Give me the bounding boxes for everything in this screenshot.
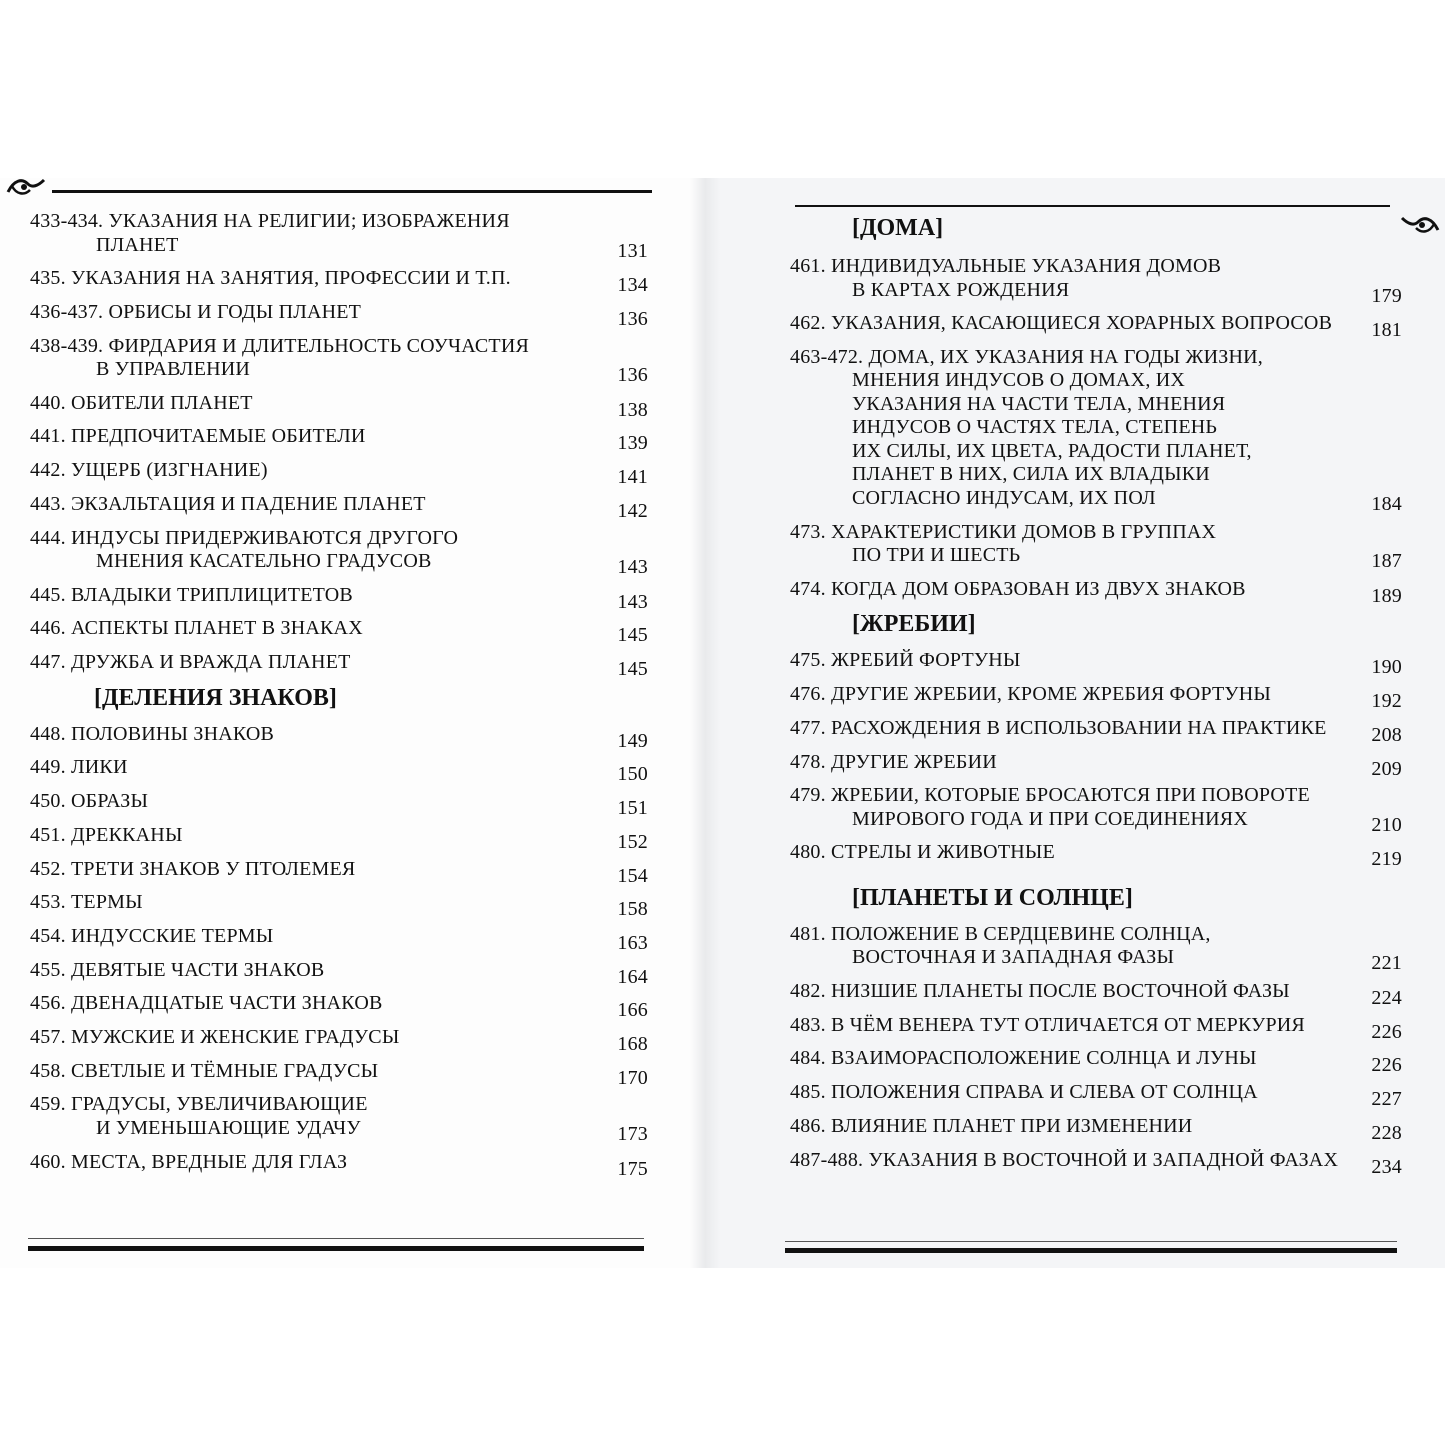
toc-page-number: 219 [1371, 848, 1402, 871]
toc-entry [790, 255, 1402, 307]
toc-page-number: 192 [1371, 690, 1402, 713]
toc-entry [30, 651, 648, 681]
toc-entry-title [30, 617, 592, 641]
toc-entry [30, 583, 648, 613]
toc-page-number: 173 [617, 1122, 648, 1145]
toc-entry-line: 463-472. ДОМА, ИХ УКАЗАНИЯ НА ГОДЫ ЖИЗНИ, [790, 345, 1263, 368]
toc-entry [30, 790, 648, 820]
toc-entry-line: 473. ХАРАКТЕРИСТИКИ ДОМОВ В ГРУППАХ [790, 520, 1217, 543]
toc-entry-line: 484. ВЗАИМОРАСПОЛОЖЕНИЕ СОЛНЦА И ЛУНЫ [790, 1047, 1257, 1070]
toc-entry-title [30, 1151, 592, 1175]
toc-entry-title [30, 992, 592, 1016]
toc-entry-line: 457. МУЖСКИЕ И ЖЕНСКИЕ ГРАДУСЫ [30, 1025, 400, 1048]
toc-entry [790, 750, 1402, 780]
toc-entry [790, 577, 1402, 607]
toc-entry-title [30, 858, 592, 882]
toc-page-number: 139 [617, 432, 648, 455]
toc-entry-title [790, 521, 1346, 568]
footer-rule [28, 1246, 644, 1251]
toc-entry [30, 992, 648, 1022]
toc-entry-title [30, 267, 592, 291]
toc-entry-line: 443. ЭКЗАЛЬТАЦИЯ И ПАДЕНИЕ ПЛАНЕТ [30, 492, 426, 515]
toc-entry-line: В УПРАВЛЕНИИ [96, 358, 251, 381]
toc-entry [30, 1093, 648, 1145]
toc-entry-line: 461. ИНДИВИДУАЛЬНЫЕ УКАЗАНИЯ ДОМОВ [790, 255, 1222, 277]
toc-entry-title [790, 312, 1346, 336]
toc-entry-line: МИРОВОГО ГОДА И ПРИ СОЕДИНЕНИЯХ [852, 807, 1248, 830]
toc-entry-line: 476. ДРУГИЕ ЖРЕБИИ, КРОМЕ ЖРЕБИЯ ФОРТУНЫ [790, 683, 1272, 706]
toc-entry [30, 425, 648, 455]
toc-page-number: 134 [617, 274, 648, 297]
toc-entry-line: МНЕНИЯ ИНДУСОВ О ДОМАХ, ИХ [852, 369, 1186, 392]
toc-entry-title [30, 723, 592, 747]
toc-entry [30, 526, 648, 578]
toc-entry-line: 442. УЩЕРБ (ИЗГНАНИЕ) [30, 459, 268, 482]
toc-entry-line: 486. ВЛИЯНИЕ ПЛАНЕТ ПРИ ИЗМЕНЕНИИ [790, 1114, 1193, 1137]
toc-page-number: 181 [1371, 319, 1402, 342]
footer-rule-thin [785, 1241, 1397, 1242]
toc-entry-title [790, 1047, 1346, 1071]
toc-page-number: 221 [1371, 952, 1402, 975]
toc-entry-line: ПЛАНЕТ В НИХ, СИЛА ИХ ВЛАДЫКИ [852, 463, 1210, 486]
section-heading: [ЖРЕБИИ] [852, 611, 976, 638]
toc-entry-line: 436-437. ОРБИСЫ И ГОДЫ ПЛАНЕТ [30, 300, 362, 323]
toc-page-number: 175 [617, 1157, 648, 1180]
toc-entry-title [30, 527, 592, 574]
toc-entry [30, 857, 648, 887]
toc-entry-title [30, 925, 592, 949]
toc-page-number: 131 [617, 239, 648, 262]
toc-page-number: 234 [1371, 1155, 1402, 1178]
toc-entry-line: ИНДУСОВ О ЧАСТЯХ ТЕЛА, СТЕПЕНЬ [852, 416, 1218, 439]
toc-entry-line: 479. ЖРЕБИИ, КОТОРЫЕ БРОСАЮТСЯ ПРИ ПОВОРОТЕ [790, 784, 1310, 807]
toc-entry [790, 922, 1402, 975]
toc-entry-title [790, 841, 1346, 865]
toc-entry-title [30, 959, 592, 983]
toc-entry [30, 722, 648, 752]
toc-entry [30, 1059, 648, 1089]
toc-page-number: 226 [1371, 1020, 1402, 1043]
toc-entry-title [30, 210, 592, 257]
toc-entry-title [790, 578, 1346, 602]
toc-entry-title [790, 346, 1346, 511]
toc-entry-title [30, 392, 592, 416]
entries [790, 649, 1402, 871]
toc-entry-title [30, 1026, 592, 1050]
toc-entry-line: МНЕНИЯ КАСАТЕЛЬНО ГРАДУСОВ [96, 550, 432, 572]
toc-entry [790, 716, 1402, 746]
toc-entry-line: И УМЕНЬШАЮЩИЕ УДАЧУ [96, 1116, 361, 1139]
toc-entry-title [30, 493, 592, 517]
toc-entry-line: 455. ДЕВЯТЫЕ ЧАСТИ ЗНАКОВ [30, 958, 325, 981]
toc-entry-line: 440. ОБИТЕЛИ ПЛАНЕТ [30, 391, 253, 414]
toc-page-number: 145 [617, 658, 648, 681]
toc-page-number: 208 [1371, 723, 1402, 746]
toc-page-number: 170 [617, 1066, 648, 1089]
toc-page-number: 190 [1371, 656, 1402, 679]
toc-entry-line: ПО ТРИ И ШЕСТЬ [852, 544, 1021, 567]
toc-entry-line: 453. ТЕРМЫ [30, 891, 143, 914]
book-gutter [690, 178, 720, 1268]
toc-entry [30, 1025, 648, 1055]
toc-entry-title [30, 301, 592, 325]
entries [790, 922, 1402, 1178]
fleuron-icon [1398, 210, 1442, 240]
toc-entry [790, 784, 1402, 836]
toc-entry-line: 450. ОБРАЗЫ [30, 790, 149, 813]
toc-entry-title [30, 891, 592, 915]
toc-entry-line: УКАЗАНИЯ НА ЧАСТИ ТЕЛА, МНЕНИЯ [852, 392, 1226, 415]
toc-entry-title [790, 717, 1346, 741]
toc-entry-line: 456. ДВЕНАДЦАТЫЕ ЧАСТИ ЗНАКОВ [30, 992, 383, 1015]
toc-entry-title [790, 1115, 1346, 1139]
toc-entry-line: 447. ДРУЖБА И ВРАЖДА ПЛАНЕТ [30, 651, 351, 674]
toc-entry [790, 683, 1402, 713]
toc-entry-title [790, 980, 1346, 1004]
toc-entry [30, 492, 648, 522]
toc-page-number: 138 [617, 398, 648, 421]
toc-page-number: 187 [1371, 550, 1402, 573]
footer-rule [785, 1248, 1397, 1253]
toc-entry-title [790, 1014, 1346, 1038]
section-heading: [ДОМА] [852, 215, 944, 241]
toc-entry-line: 451. ДРЕККАНЫ [30, 823, 183, 846]
toc-entry-line: 459. ГРАДУСЫ, УВЕЛИЧИВАЮЩИЕ [30, 1093, 368, 1116]
toc-entry-title [790, 255, 1346, 302]
toc-entry-title [30, 651, 592, 675]
left-table-of-contents [30, 210, 648, 1184]
entries [30, 722, 648, 1180]
toc-entry [30, 823, 648, 853]
section-heading: [ПЛАНЕТЫ И СОЛНЦЕ] [852, 884, 1133, 911]
toc-page-number: 149 [617, 729, 648, 752]
toc-entry-title [790, 784, 1346, 831]
toc-page-number: 142 [617, 499, 648, 522]
toc-entry-line: 445. ВЛАДЫКИ ТРИПЛИЦИТЕТОВ [30, 583, 353, 606]
toc-entry-line: В КАРТАХ РОЖДЕНИЯ [852, 278, 1070, 301]
toc-page-number: 136 [617, 307, 648, 330]
toc-entry [790, 1148, 1402, 1178]
toc-page-number: 224 [1371, 987, 1402, 1010]
toc-entry-line: 477. РАСХОЖДЕНИЯ В ИСПОЛЬЗОВАНИИ НА ПРАКТИКЕ [790, 716, 1327, 739]
toc-page-number: 168 [617, 1032, 648, 1055]
toc-entry-title [30, 824, 592, 848]
toc-entry [790, 520, 1402, 573]
entries [30, 210, 648, 681]
toc-page-number: 136 [617, 364, 648, 387]
toc-page-number: 154 [617, 864, 648, 887]
fleuron-icon [4, 172, 48, 202]
toc-page-number: 152 [617, 830, 648, 853]
toc-entry-title [30, 335, 592, 382]
toc-entry-title [30, 756, 592, 780]
toc-page-number: 227 [1371, 1088, 1402, 1111]
toc-entry-title [30, 584, 592, 608]
toc-page-number: 228 [1371, 1121, 1402, 1144]
toc-page-number: 145 [617, 624, 648, 647]
toc-entry-title [790, 1081, 1346, 1105]
toc-page-number: 209 [1371, 757, 1402, 780]
toc-entry-line: 441. ПРЕДПОЧИТАЕМЫЕ ОБИТЕЛИ [30, 425, 366, 448]
toc-entry-line: 474. КОГДА ДОМ ОБРАЗОВАН ИЗ ДВУХ ЗНАКОВ [790, 577, 1246, 600]
toc-entry-line: 449. ЛИКИ [30, 756, 128, 779]
toc-entry [30, 459, 648, 489]
right-table-of-contents [790, 215, 1402, 1182]
toc-page-number: 143 [617, 556, 648, 578]
toc-entry-title [790, 751, 1346, 775]
toc-entry [30, 334, 648, 387]
toc-entry [790, 980, 1402, 1010]
toc-entry [30, 391, 648, 421]
entries [790, 255, 1402, 607]
toc-entry [30, 210, 648, 262]
header-rule [795, 205, 1390, 207]
toc-entry-line: 444. ИНДУСЫ ПРИДЕРЖИВАЮТСЯ ДРУГОГО [30, 526, 459, 549]
toc-entry [790, 345, 1402, 515]
toc-page-number: 143 [617, 590, 648, 613]
toc-entry-title [790, 683, 1346, 707]
toc-entry-line: 433-434. УКАЗАНИЯ НА РЕЛИГИИ; ИЗОБРАЖЕНИЯ [30, 210, 510, 232]
toc-entry [30, 924, 648, 954]
toc-entry [30, 267, 648, 297]
toc-entry [30, 756, 648, 786]
toc-entry-line: ВОСТОЧНАЯ И ЗАПАДНАЯ ФАЗЫ [852, 946, 1175, 969]
toc-entry-line: 435. УКАЗАНИЯ НА ЗАНЯТИЯ, ПРОФЕССИИ И Т.П. [30, 267, 511, 290]
toc-entry [30, 300, 648, 330]
toc-entry-title [30, 790, 592, 814]
toc-entry [790, 1047, 1402, 1077]
toc-entry-line: 487-488. УКАЗАНИЯ В ВОСТОЧНОЙ И ЗАПАДНОЙ ФАЗАХ [790, 1148, 1339, 1171]
toc-entry-line: 460. МЕСТА, ВРЕДНЫЕ ДЛЯ ГЛАЗ [30, 1150, 348, 1173]
footer-rule-thin [28, 1238, 644, 1239]
toc-entry-line: ПЛАНЕТ [96, 233, 179, 256]
header-rule [52, 190, 652, 193]
toc-page-number: 141 [617, 466, 648, 489]
section-heading: [ДЕЛЕНИЯ ЗНАКОВ] [94, 684, 337, 711]
toc-entry [790, 1081, 1402, 1111]
toc-page-number: 189 [1371, 584, 1402, 607]
toc-entry-line: 482. НИЗШИЕ ПЛАНЕТЫ ПОСЛЕ ВОСТОЧНОЙ ФАЗЫ [790, 980, 1290, 1003]
toc-page-number: 158 [617, 898, 648, 921]
toc-entry-line: 448. ПОЛОВИНЫ ЗНАКОВ [30, 722, 275, 745]
toc-page-number: 150 [617, 763, 648, 786]
toc-entry [790, 841, 1402, 871]
toc-entry-title [790, 1149, 1346, 1173]
toc-entry-line: 481. ПОЛОЖЕНИЕ В СЕРДЦЕВИНЕ СОЛНЦА, [790, 922, 1211, 945]
toc-entry-line: 446. АСПЕКТЫ ПЛАНЕТ В ЗНАКАХ [30, 617, 363, 640]
toc-page-number: 210 [1371, 813, 1402, 836]
toc-entry [30, 891, 648, 921]
toc-entry-title [30, 1093, 592, 1140]
toc-entry-title [30, 1060, 592, 1084]
toc-entry [790, 1114, 1402, 1144]
toc-entry-title [790, 923, 1346, 970]
toc-entry [30, 1150, 648, 1180]
toc-page-number: 184 [1371, 492, 1402, 515]
toc-entry [790, 649, 1402, 679]
toc-page-number: 164 [617, 965, 648, 988]
toc-page-number: 163 [617, 931, 648, 954]
toc-entry-line: 485. ПОЛОЖЕНИЯ СПРАВА И СЛЕВА ОТ СОЛНЦА [790, 1081, 1258, 1104]
toc-entry-title [30, 425, 592, 449]
toc-entry-line: 462. УКАЗАНИЯ, КАСАЮЩИЕСЯ ХОРАРНЫХ ВОПРОСОВ [790, 312, 1333, 335]
toc-entry [30, 958, 648, 988]
toc-page-number: 151 [617, 797, 648, 820]
toc-entry [790, 312, 1402, 342]
toc-page-number: 226 [1371, 1054, 1402, 1077]
toc-entry-line: 452. ТРЕТИ ЗНАКОВ У ПТОЛЕМЕЯ [30, 857, 356, 880]
toc-entry [30, 617, 648, 647]
toc-entry-line: 478. ДРУГИЕ ЖРЕБИИ [790, 750, 997, 773]
toc-entry-line: 438-439. ФИРДАРИЯ И ДЛИТЕЛЬНОСТЬ СОУЧАСТИЯ [30, 334, 530, 357]
toc-page-number: 166 [617, 999, 648, 1022]
toc-page-number: 179 [1371, 284, 1402, 307]
toc-entry-line: 480. СТРЕЛЫ И ЖИВОТНЫЕ [790, 841, 1055, 864]
toc-entry-line: ИХ СИЛЫ, ИХ ЦВЕТА, РАДОСТИ ПЛАНЕТ, [852, 439, 1252, 462]
toc-entry-line: СОГЛАСНО ИНДУСАМ, ИХ ПОЛ [852, 486, 1156, 509]
toc-entry-title [30, 459, 592, 483]
toc-entry-line: 475. ЖРЕБИЙ ФОРТУНЫ [790, 649, 1021, 672]
toc-entry [790, 1013, 1402, 1043]
toc-entry-title [790, 649, 1346, 673]
toc-entry-line: 483. В ЧЁМ ВЕНЕРА ТУТ ОТЛИЧАЕТСЯ ОТ МЕРКУРИЯ [790, 1013, 1305, 1036]
toc-entry-line: 458. СВЕТЛЫЕ И ТЁМНЫЕ ГРАДУСЫ [30, 1059, 379, 1082]
toc-entry-line: 454. ИНДУССКИЕ ТЕРМЫ [30, 924, 274, 947]
